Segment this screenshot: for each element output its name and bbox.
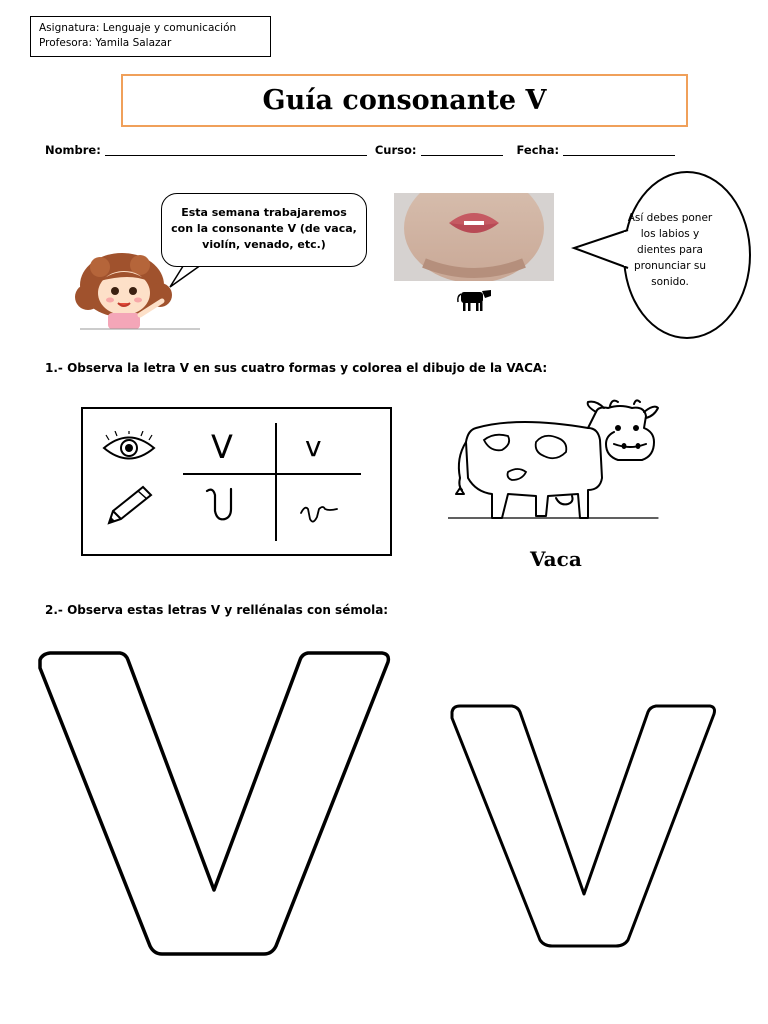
- grid-vertical-line: [275, 423, 277, 541]
- page-title: Guía consonante V: [121, 74, 688, 127]
- teacher-text: Profesora: Yamila Salazar: [39, 37, 172, 49]
- cow-coloring-drawing: [448, 398, 668, 533]
- subject-header: [30, 16, 271, 57]
- eye-icon: [101, 431, 157, 465]
- date-field[interactable]: [563, 155, 675, 156]
- question-1: 1.- Observa la letra V en sus cuatro formas y colorea el dibujo de la VACA:: [45, 361, 548, 375]
- lips-photo: [394, 193, 554, 281]
- student-info-line: [45, 143, 675, 157]
- cursive-lowercase-v: [299, 497, 343, 527]
- cow-silhouette-icon: [455, 286, 493, 312]
- date-label: Fecha:: [516, 143, 560, 157]
- question-2: 2.- Observa estas letras V y rellénalas con sémola:: [45, 603, 389, 617]
- cursive-uppercase-v: [203, 485, 243, 525]
- letter-forms-box: [81, 407, 392, 556]
- speech-bubble-left: Esta semana trabajaremos con la consonante V (de vaca, violín, venado, etc.): [161, 193, 367, 267]
- speech-bubble-right: Así debes poner los labios y dientes para pronunciar su sonido.: [627, 212, 713, 288]
- name-label: Nombre:: [45, 143, 101, 157]
- cow-label: Vaca: [530, 547, 582, 571]
- subject-text: Asignatura: Lenguaje y comunicación: [39, 22, 237, 34]
- name-field[interactable]: [105, 155, 367, 156]
- outline-uppercase-v[interactable]: [36, 650, 396, 960]
- outline-lowercase-v[interactable]: [448, 702, 720, 952]
- print-lowercase-v: v: [305, 430, 322, 463]
- pencil-icon: [105, 485, 155, 527]
- grid-horizontal-line: [183, 473, 361, 475]
- course-label: Curso:: [374, 143, 417, 157]
- course-field[interactable]: [421, 155, 503, 156]
- print-uppercase-v: V: [211, 428, 233, 466]
